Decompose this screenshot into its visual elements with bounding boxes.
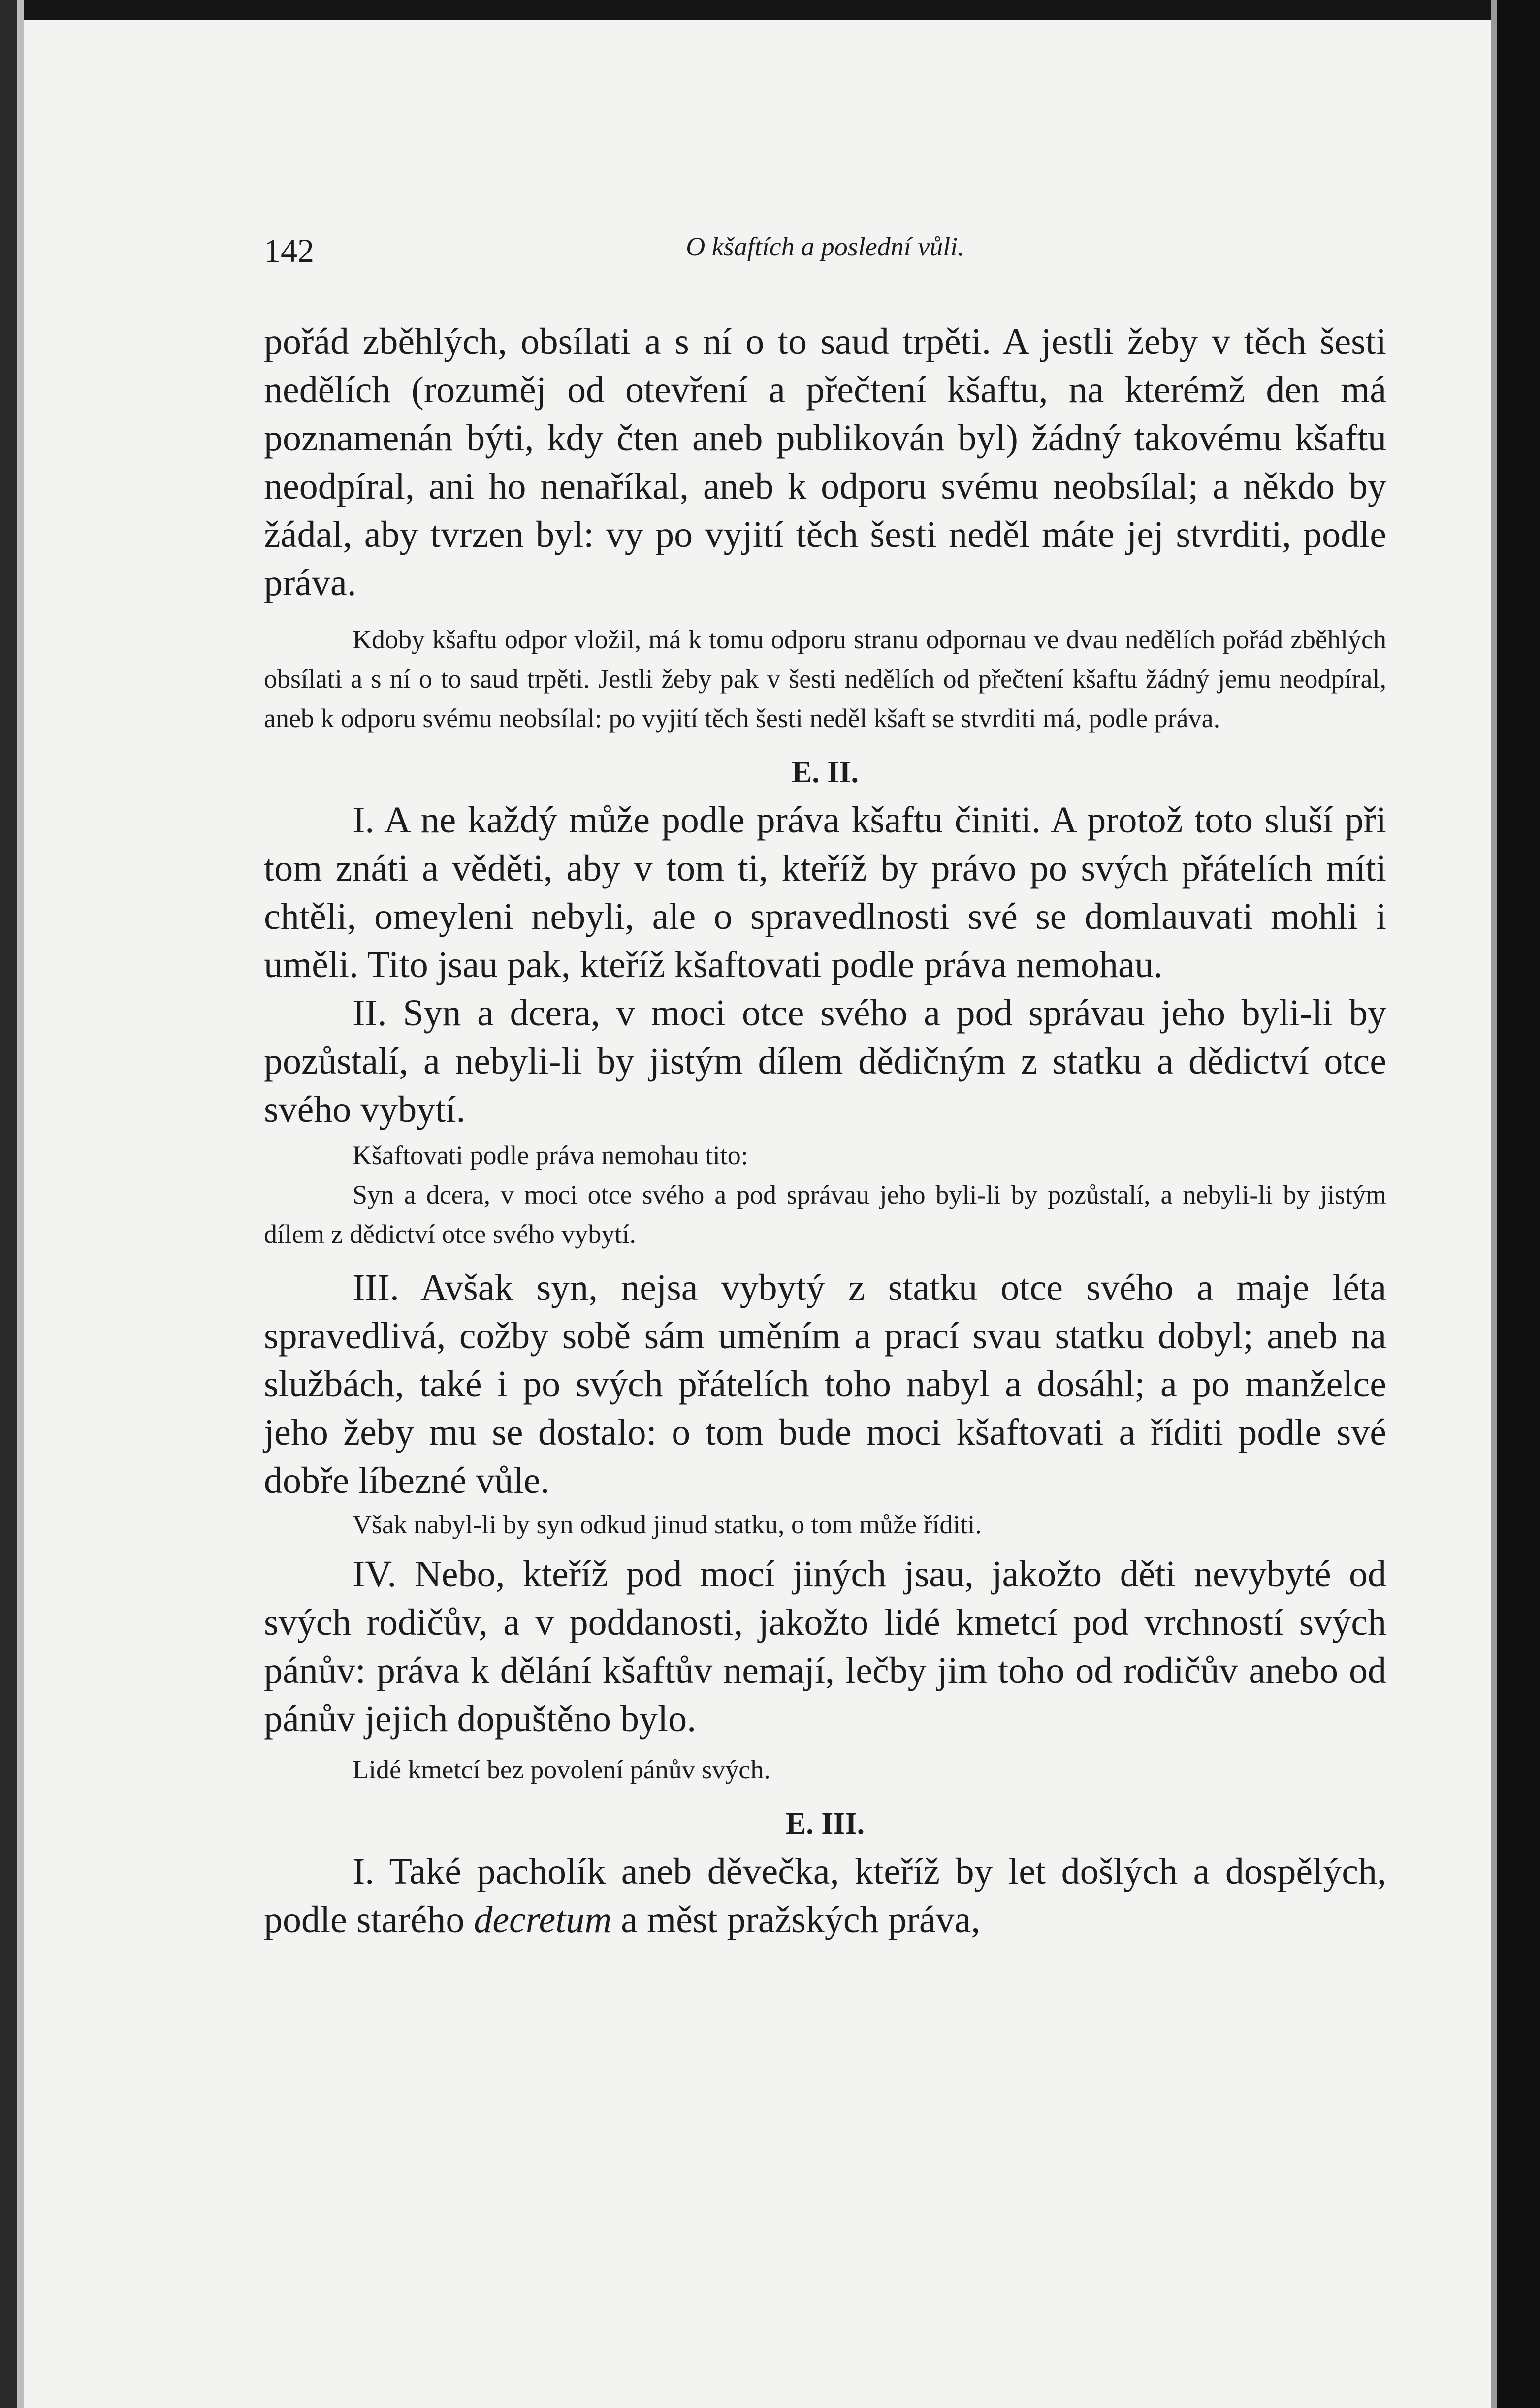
latin-term: decretum [474, 1899, 612, 1940]
article-paragraph: II. Syn a dcera, v moci otce svého a pod správau jeho byli-li by pozůstalí, a nebyli-li by jistým dílem dědičným z statku a dědictví otce svého vybytí. [264, 992, 1386, 1130]
article-text: a měst pražských práva, [621, 1899, 981, 1940]
scan-border-right-inner [1491, 0, 1497, 2408]
scan-border-top [0, 0, 1540, 20]
article-paragraph: I. A ne každý může podle práva kšaftu činiti. A protož toto sluší při tom znáti a věděti, aby v tom ti, kteříž by právo po svých přátelích míti chtěli, omeyleni nebyli, ale o spravedlnosti své se domlauvati mohli i uměli. Tito jsau pak, kteříž kšaftovati podle práva nemohau. [264, 799, 1386, 985]
note-paragraph: Kdoby kšaftu odpor vložil, má k tomu odporu stranu odpornau ve dvau nedělích pořád zběhlých obsílati a s ní o to saud trpěti. Jestli žeby pak v šesti nedělích od přečtení kšaftu žádný jemu neodpíral, aneb k odporu svému neobsílal: po vyjití těch šesti neděl kšaft se stvrditi má, podle práva. [264, 625, 1386, 733]
note-paragraph: Syn a dcera, v moci otce svého a pod správau jeho byli-li by pozůstalí, a nebyli-li by jistým dílem z dědictví otce svého vybytí. [264, 1180, 1386, 1249]
section-heading: E. III. [785, 1807, 865, 1840]
page-number: 142 [264, 232, 314, 269]
scan-border-left [0, 0, 17, 2408]
page-header [264, 217, 1386, 271]
book-page [264, 217, 1386, 1944]
article-text: I. Také pacholík aneb děvečka, kteříž by let došlých a dospělých, podle starého [264, 1851, 1386, 1940]
note-paragraph: Lidé kmetcí bez povolení pánův svých. [353, 1755, 770, 1784]
running-title: O kšaftích a poslední vůli. [686, 232, 964, 261]
scan-border-left-inner [17, 0, 24, 2408]
paragraph-continuation: pořád zběhlých, obsílati a s ní o to saud trpěti. A jestli žeby v těch šesti nedělích (rozuměj od otevření a přečtení kšaftu, na kterémž den má poznamenán býti, kdy čten aneb publikován byl) žádný takovému kšaftu neodpíral, ani ho nenaříkal, aneb k odporu svému neobsílal; a někdo by žádal, aby tvrzen byl: vy po vyjití těch šesti neděl máte jej stvrditi, podle práva. [264, 321, 1386, 603]
section-heading: E. II. [791, 756, 859, 789]
article-paragraph: IV. Nebo, kteříž pod mocí jiných jsau, jakožto děti nevybyté od svých rodičův, a v poddanosti, jakožto lidé kmetcí pod vrchností svých pánův: práva k dělání kšaftův nemají, lečby jim toho od rodičův anebo od pánův jejich dopuštěno bylo. [264, 1553, 1386, 1740]
article-paragraph [264, 1847, 1386, 1944]
note-paragraph: Však nabyl-li by syn odkud jinud statku, o tom může říditi. [353, 1510, 982, 1539]
scan-border-right [1497, 0, 1540, 2408]
note-paragraph: Kšaftovati podle práva nemohau tito: [353, 1141, 748, 1170]
article-paragraph: III. Avšak syn, nejsa vybytý z statku otce svého a maje léta spravedlivá, cožby sobě sám uměním a prací svau statku dobyl; aneb na službách, také i po svých přátelích toho nabyl a dosáhl; a po manželce jeho žeby mu se dostalo: o tom bude moci kšaftovati a říditi podle své dobře líbezné vůle. [264, 1267, 1386, 1501]
